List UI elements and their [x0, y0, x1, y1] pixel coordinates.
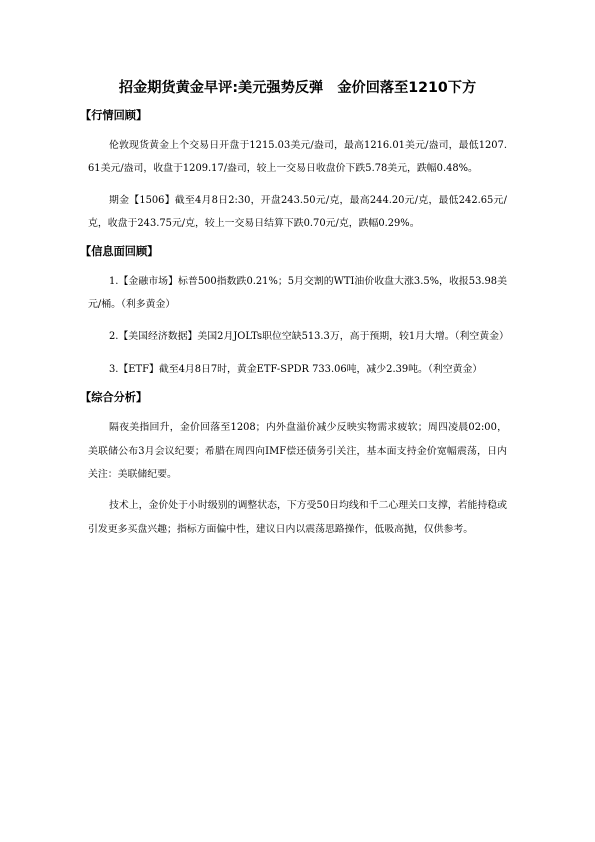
list-item: 2.【美国经济数据】美国2月JOLTs职位空缺513.3万，高于预期，较1月大增。（利空黄金）	[109, 331, 509, 343]
paragraph: 隔夜美指回升，金价回落至1208；内外盘溢价减少反映实物需求疲软；周四凌晨02:00，美联储公布3月会议纪要；希腊在周四向IMF偿还债务引关注，基本面支持金价宽幅震荡，日内关注：美联储纪要。	[88, 422, 507, 481]
section-heading: 【信息面回顾】	[80, 244, 159, 258]
document-title: 招金期货黄金早评:美元强势反弹 金价回落至1210下方	[118, 80, 477, 96]
section-heading: 【行情回顾】	[80, 109, 148, 122]
section-analysis	[80, 390, 507, 541]
list-item: 1.【金融市场】标普500指数跌0.21%；5月交割的WTI油价收盘大涨3.5%，收报53.98美元/桶。（利多黄金）	[88, 275, 507, 311]
section-market-review	[80, 108, 507, 236]
section-news-review	[80, 244, 509, 382]
paragraph: 伦敦现货黄金上个交易日开盘于1215.03美元/盎司，最高1216.01美元/盎司，最低1207.61美元/盎司，收盘于1209.17/盎司，较上一交易日收盘价下跌5.78美元，跌幅0.48%。	[88, 140, 507, 175]
paragraph: 技术上，金价处于小时级别的调整状态，下方受50日均线和千二心理关口支撑，若能持稳或引发更多买盘兴趣；指标方面偏中性，建议日内以震荡思路操作，低吸高抛，仅供参考。	[88, 500, 507, 535]
list-item: 3.【ETF】截至4月8日7时，黄金ETF-SPDR 733.06吨，减少2.39吨。（利空黄金）	[109, 363, 483, 375]
paragraph: 期金【1506】截至4月8日2:30，开盘243.50元/克，最高244.20元/克，最低242.65元/克，收盘于243.75元/克，较上一交易日结算下跌0.70元/克，跌幅0.29%。	[88, 194, 507, 230]
section-heading: 【综合分析】	[80, 391, 148, 405]
